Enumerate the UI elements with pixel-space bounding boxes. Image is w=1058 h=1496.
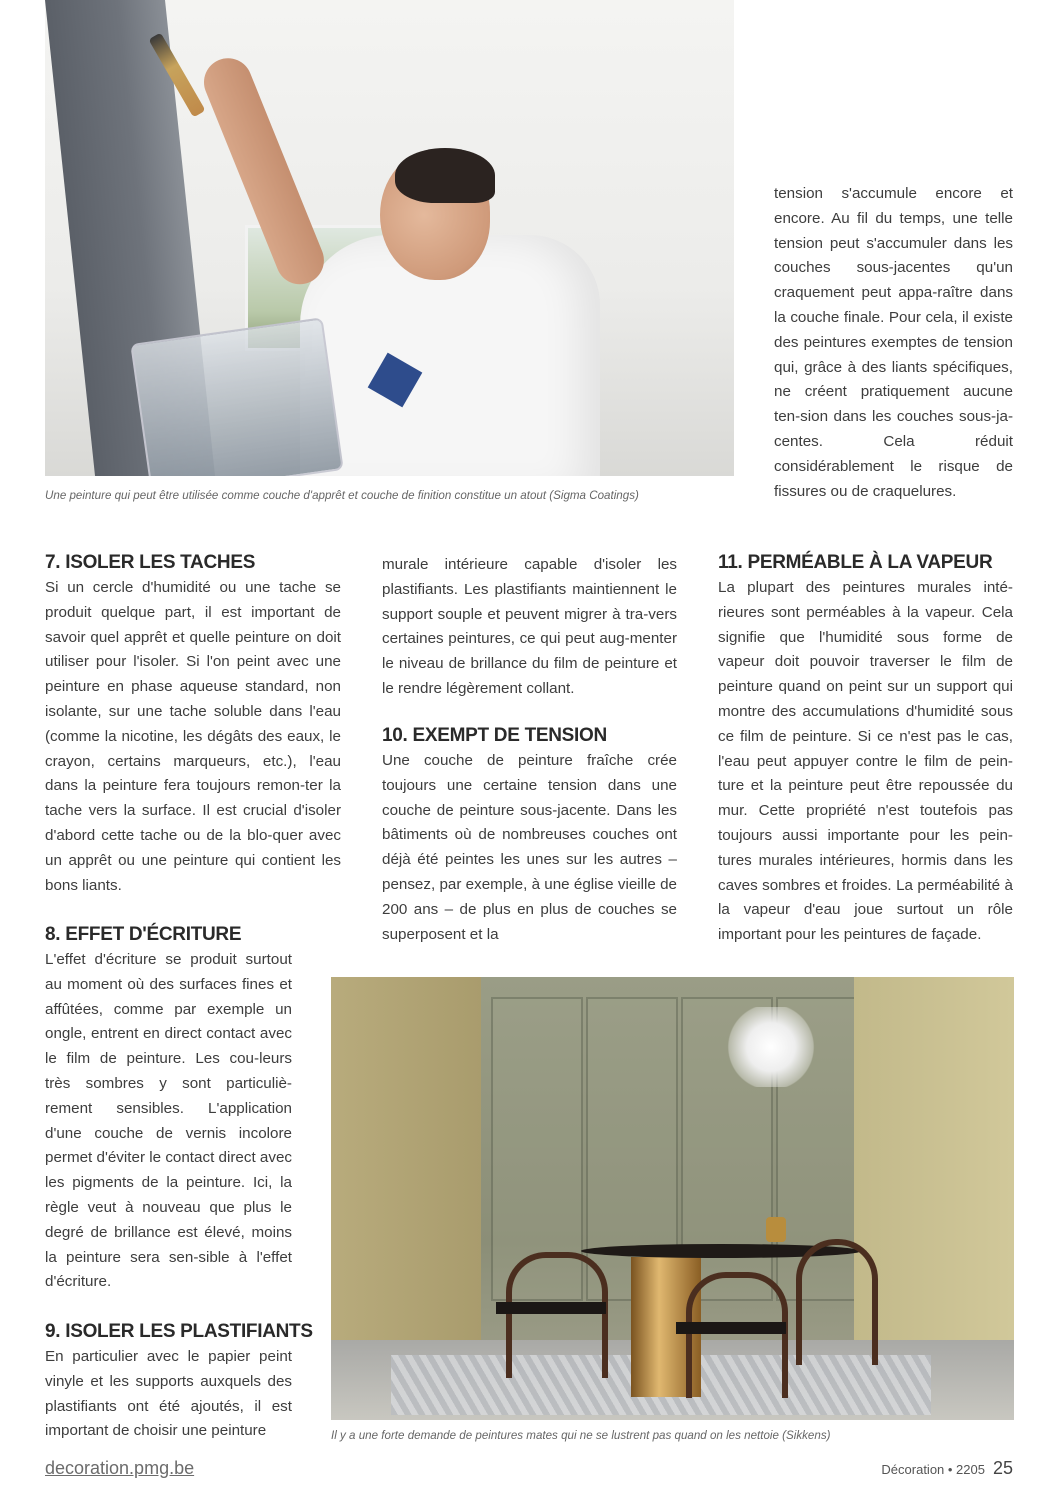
section-9-continuation: murale intérieure capable d'isoler les plastifiants. Les plastifiants maintiennent le support souple et peuvent migrer à tra-vers certaines peintures, ce qui peut aug-menter le niveau de brillance du film de peinture et le rendre légèrement collant.: [382, 556, 677, 697]
painter-photo: [45, 0, 734, 476]
dining-chair: [796, 1239, 878, 1365]
dining-room-photo: [331, 977, 1014, 1420]
page-number: 25: [992, 1458, 1013, 1478]
section-7-body: Si un cercle d'humidité ou une tache se produit quelque part, il est important de savoir quel apprêt et quelle peinture on doit utiliser pour l'isoler. Si l'on peint avec une peinture en phase aqueuse standard, non isolante, sur une tache soluble dans l'eau (comme la nicotine, les dégâts des eaux, le crayon, certains marqueurs, etc.), l'eau dans la peinture fera toujours remon-ter la tache vers la surface. Il est crucial d'isoler d'abord cette tache ou de la blo-quer avec un apprêt ou une peinture qui contient les bons liants.: [45, 579, 341, 894]
section-10-body: Une couche de peinture fraîche crée toujours une certaine tension dans une couche de peinture sous-jacente. Dans les bâtiments où de nombreuses couches ont déjà été peintes les unes sur les autres – pensez, par exemple, à une église vieille de 200 ans – de plus en plus de couches se superposent et la: [382, 752, 677, 943]
section-7: [45, 550, 341, 898]
section-9-title: 9. ISOLER LES PLASTIFIANTS: [45, 1321, 313, 1342]
photo1-caption: Une peinture qui peut être utilisée comme couche d'apprêt et couche de finition constitue un atout (Sigma Coatings): [45, 489, 639, 502]
chair-seat: [676, 1322, 786, 1334]
issue-label: Décoration • 2205: [881, 1462, 985, 1477]
chair-seat: [496, 1302, 606, 1314]
dining-chair: [686, 1272, 788, 1398]
website-link[interactable]: decoration.pmg.be: [45, 1458, 195, 1478]
chandelier: [726, 1007, 816, 1087]
section-8: [45, 922, 292, 1295]
painter-hair: [395, 148, 495, 203]
continuation-text-top-right: tension s'accumule encore et encore. Au fil du temps, une telle tension peut s'accumuler dans les couches sous-jacentes qu'un craquement peut appa-raître dans la couche finale. Pour cela, il existe des peintures exemptes de tension qui, grâce à des liants spécifiques, ne créent pratiquement aucune ten-sion dans les couches sous-ja-centes. Cela réduit considérablement le risque de fissures ou de craquelures.: [774, 185, 1013, 500]
section-11: [718, 550, 1013, 948]
section-8-title: 8. EFFET D'ÉCRITURE: [45, 924, 242, 945]
page-footer: [881, 1458, 1013, 1479]
plant-vase: [766, 1217, 786, 1242]
paint-bucket: [130, 317, 344, 476]
section-9-body: En particulier avec le papier peint vinyle et les supports auxquels des plastifiants ont été ajoutés, il est important de choisir une peinture: [45, 1348, 292, 1440]
section-7-title: 7. ISOLER LES TACHES: [45, 552, 256, 573]
dining-chair: [506, 1252, 608, 1378]
section-10: [382, 723, 677, 947]
section-8-body: L'effet d'écriture se produit surtout au moment où des surfaces fines et affûtées, comme par exemple un ongle, entrent en direct contact avec le film de peinture. Les cou-leurs très sombres y sont particuliè-rement sensibles. L'application d'une couche de vernis incolore permet d'éviter le contact direct avec les pigments de la peinture. Ici, la règle veut à nouveau que plus le degré de brillance est élevé, moins la peinture sera sen-sible à l'effet d'écriture.: [45, 951, 292, 1291]
section-9: [45, 1319, 313, 1444]
section-11-title: 11. PERMÉABLE À LA VAPEUR: [718, 552, 993, 573]
photo2-caption: Il y a une forte demande de peintures mates qui ne se lustrent pas quand on les nettoie (Sikkens): [331, 1429, 831, 1442]
section-10-title: 10. EXEMPT DE TENSION: [382, 725, 607, 746]
section-11-body: La plupart des peintures murales inté-rieures sont perméables à la vapeur. Cela signifie que l'humidité sous forme de vapeur doit pouvoir traverser le film de peinture quand on peint sur un support qui montre des accumulations d'humidité sous ce film de peinture. Si ce n'est pas le cas, l'eau peut appuyer contre le film de pein-ture et la peinture peut être repoussée du mur. Cette propriété n'est toutefois pas toujours aussi importante pour les pein-tures murales intérieures, hormis dans les caves sombres et froides. La perméabilité à la vapeur d'eau joue surtout un rôle important pour les peintures de façade.: [718, 579, 1013, 944]
